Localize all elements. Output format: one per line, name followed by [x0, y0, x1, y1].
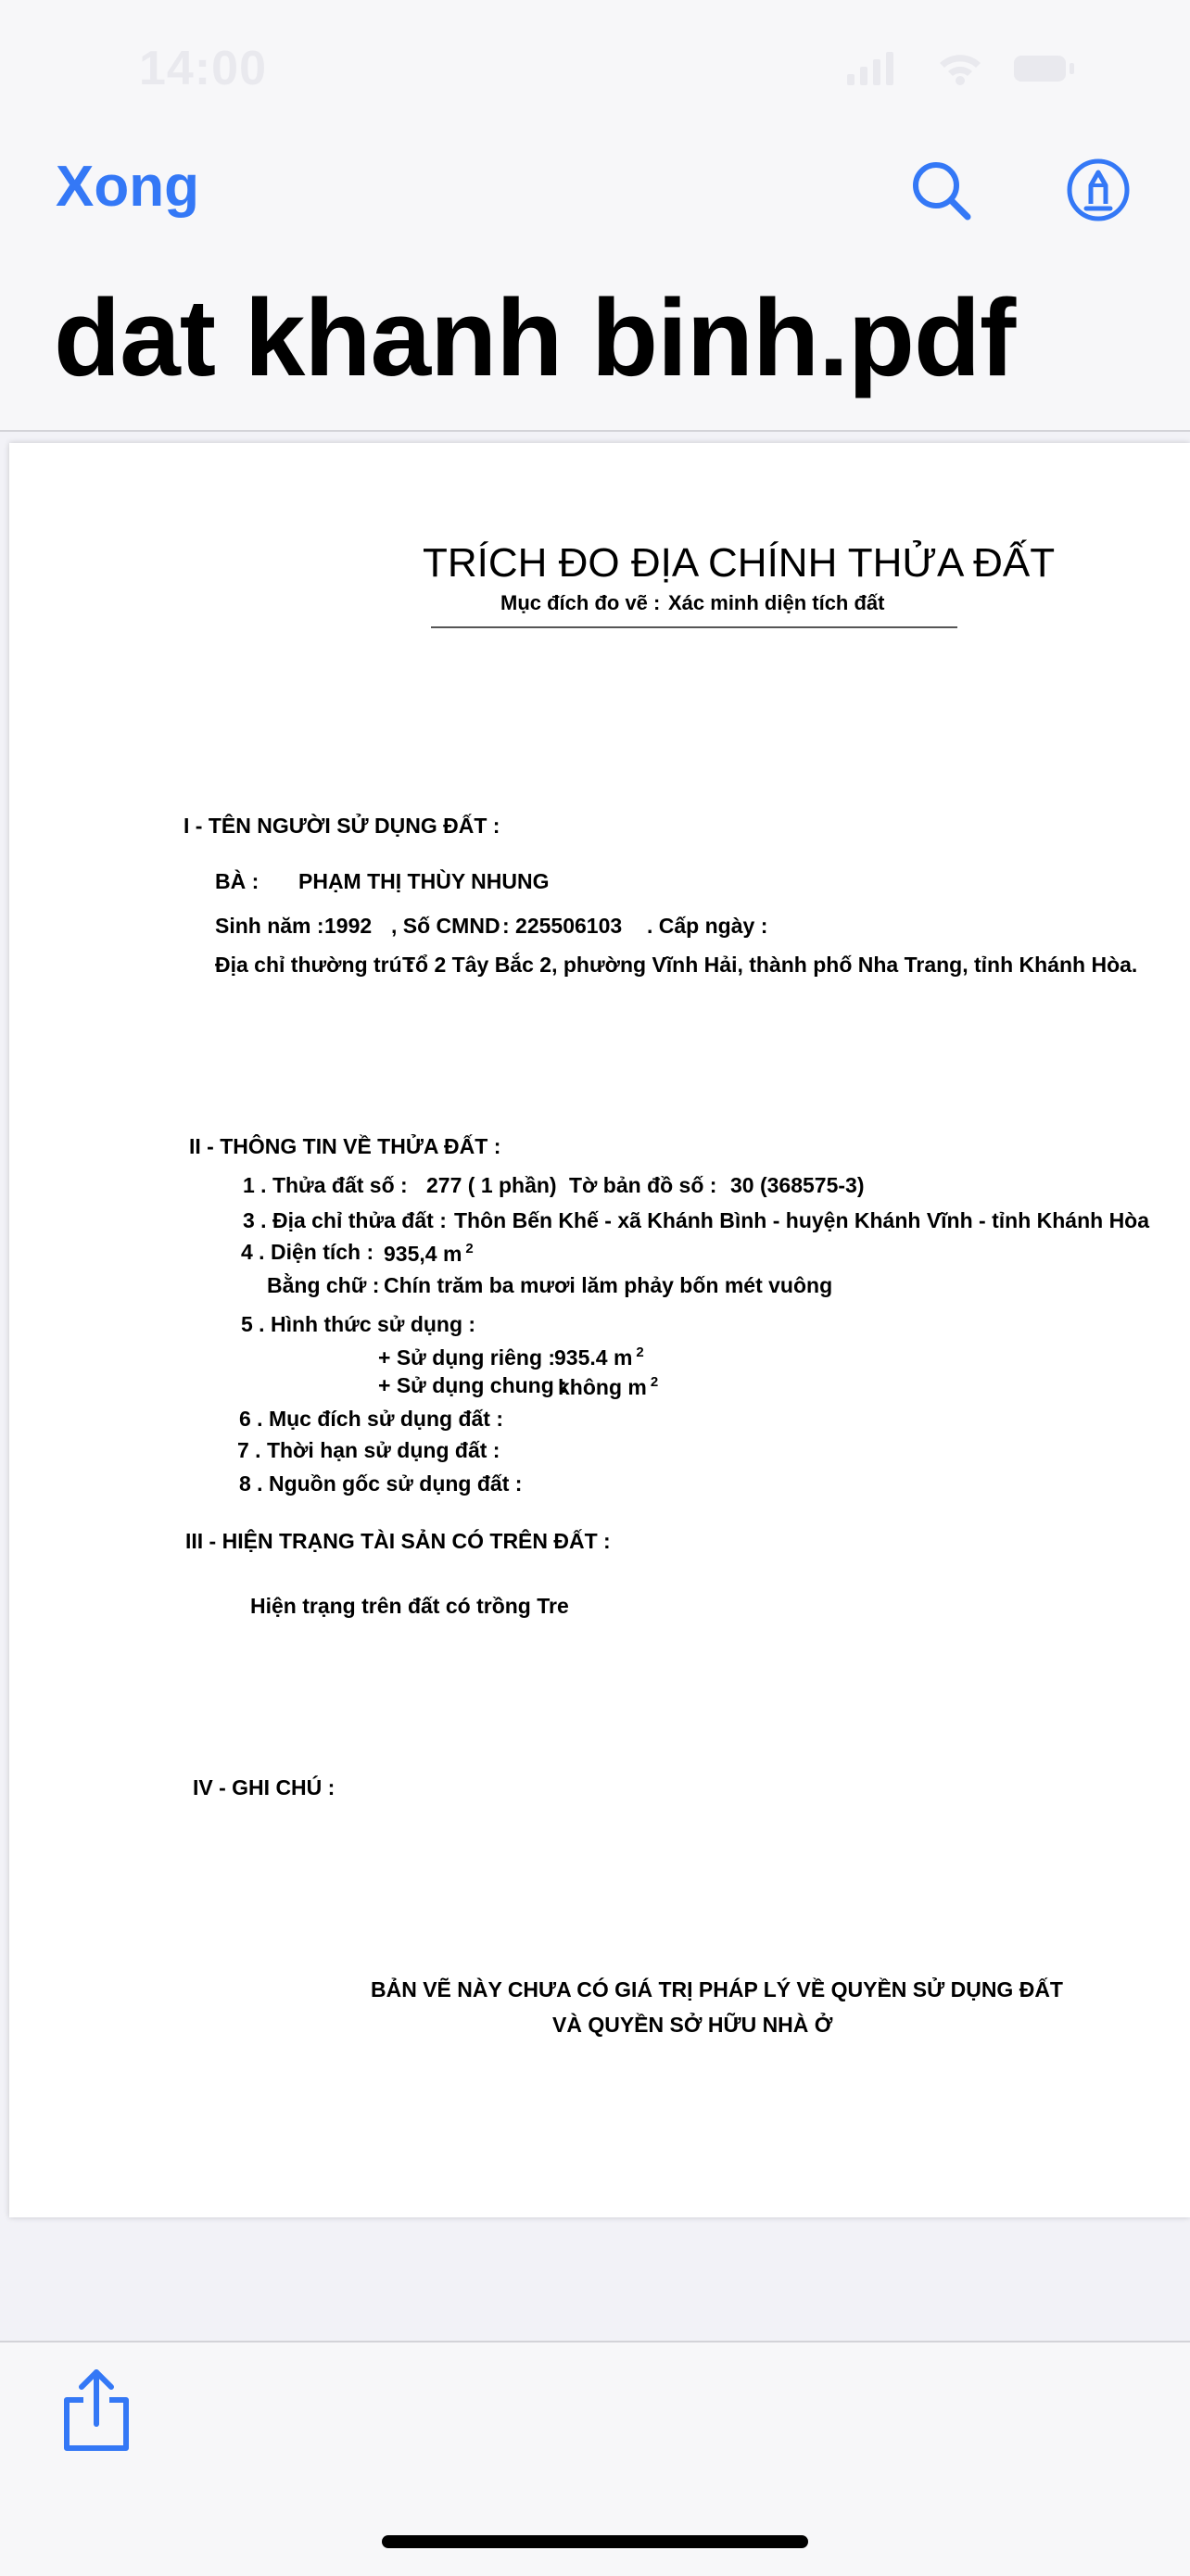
land-term-label: 7 . Thời hạn sử dụng đất : — [237, 1438, 500, 1462]
doc-heading: TRÍCH ĐO ĐỊA CHÍNH THỬA ĐẤT — [423, 540, 1056, 586]
map-label: Tờ bản đồ số : — [569, 1173, 717, 1197]
disclaimer-line2: VÀ QUYỀN SỞ HỮU NHÀ Ở — [552, 2013, 833, 2037]
common-use-value: không m $^2$ — [558, 1374, 659, 1399]
usage-label: 5 . Hình thức sử dụng : — [241, 1312, 476, 1336]
private-use-value: 935.4 m $^2$ — [554, 1345, 644, 1370]
parcel-label: 1 . Thửa đất số : — [243, 1173, 408, 1197]
id-label: , Số CMND — [391, 914, 500, 938]
map-value: 30 (368575-3) — [730, 1173, 865, 1197]
done-button[interactable]: Xong — [56, 155, 199, 219]
purpose-label: Mục đích đo vẽ : — [500, 591, 661, 614]
birth-year: 1992 — [324, 914, 373, 938]
birth-label: Sinh năm : — [215, 914, 324, 938]
purpose-value: Xác minh diện tích đất — [668, 591, 885, 614]
home-indicator[interactable] — [382, 2535, 808, 2548]
section3-heading: III - HIỆN TRẠNG TÀI SẢN CÓ TRÊN ĐẤT : — [185, 1529, 611, 1553]
honorific: BÀ : — [215, 869, 260, 893]
parcel-address-value: Thôn Bến Khế - xã Khánh Bình - huyện Khánh Vĩnh - tỉnh Khánh Hòa — [454, 1208, 1150, 1232]
heading-underline — [431, 626, 957, 628]
address-label: Địa chỉ thường trú : — [215, 953, 415, 977]
status-icons — [829, 50, 1107, 87]
document-title: dat khanh binh.pdf — [54, 277, 1016, 399]
section1-heading: I - TÊN NGƯỜI SỬ DỤNG ĐẤT : — [184, 814, 500, 838]
area-words-value: Chín trăm ba mươi lăm phảy bốn mét vuông — [384, 1273, 833, 1297]
address-value: Tổ 2 Tây Bắc 2, phường Vĩnh Hải, thành phố Nha Trang, tỉnh Khánh Hòa. — [402, 953, 1138, 977]
section2-heading: II - THÔNG TIN VỀ THỬA ĐẤT : — [189, 1134, 501, 1158]
land-purpose-label: 6 . Mục đích sử dụng đất : — [239, 1407, 503, 1431]
share-icon[interactable] — [59, 2367, 133, 2456]
status-time: 14:00 — [139, 42, 267, 95]
issue-label: . Cấp ngày : — [647, 914, 768, 938]
area-words-label: Bằng chữ : — [267, 1273, 380, 1297]
area-label: 4 . Diện tích : — [241, 1240, 374, 1264]
area-value: 935,4 m $^2$ — [384, 1241, 474, 1266]
section3-content: Hiện trạng trên đất có trồng Tre — [250, 1594, 569, 1618]
parcel-value: 277 ( 1 phần) — [426, 1173, 557, 1197]
pdf-page[interactable] — [9, 443, 1190, 2217]
owner-name: PHẠM THỊ THÙY NHUNG — [298, 869, 550, 893]
section4-heading: IV - GHI CHÚ : — [193, 1775, 335, 1799]
parcel-address-label: 3 . Địa chỉ thửa đất : — [243, 1208, 447, 1232]
navigation-header — [0, 0, 1190, 432]
search-icon[interactable] — [910, 159, 973, 222]
disclaimer-line1: BẢN VẼ NÀY CHƯA CÓ GIÁ TRỊ PHÁP LÝ VỀ QUYỀN SỬ DỤNG ĐẤT — [371, 1977, 1063, 2001]
common-use-label: + Sử dụng chung : — [378, 1373, 567, 1397]
private-use-label: + Sử dụng riêng : — [378, 1345, 556, 1370]
land-origin-label: 8 . Nguồn gốc sử dụng đất : — [239, 1471, 523, 1496]
id-value: : 225506103 — [502, 914, 623, 938]
header-divider — [0, 430, 1190, 432]
markup-pencil-icon[interactable] — [1066, 158, 1131, 222]
